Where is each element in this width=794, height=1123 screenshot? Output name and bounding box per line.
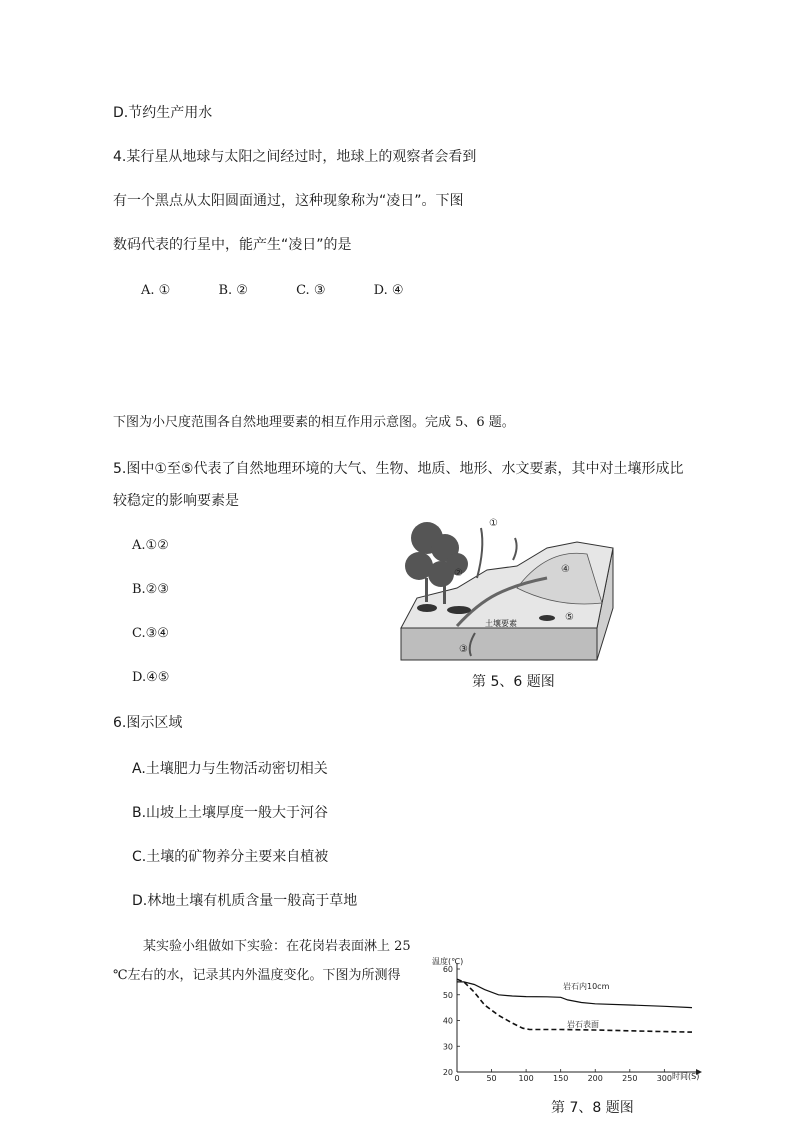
q5-option-c[interactable]: C.③④ xyxy=(132,626,169,641)
q5-stem-line1: 5.图中①至⑤代表了自然地理环境的大气、生物、地质、地形、水文要素，其中对土壤形成比 xyxy=(113,461,684,477)
label-5: ⑤ xyxy=(565,612,574,623)
q56-intro: 下图为小尺度范围各自然地理要素的相互作用示意图。完成 5、6 题。 xyxy=(113,415,515,430)
x-tick-label: 50 xyxy=(486,1074,497,1083)
q6-option-a[interactable]: A.土壤肥力与生物活动密切相关 xyxy=(132,761,328,777)
y-tick-label: 50 xyxy=(442,990,453,1000)
q4-option-b[interactable]: B. ② xyxy=(218,283,248,298)
block-front xyxy=(401,628,597,660)
x-tick-label: 300 xyxy=(656,1074,672,1083)
y-tick-label: 40 xyxy=(442,1016,453,1026)
q5-option-b[interactable]: B.②③ xyxy=(132,582,169,597)
prev-question-option-d: D.节约生产用水 xyxy=(113,105,213,121)
arrow-up xyxy=(477,528,482,578)
x-tick-label: 200 xyxy=(587,1074,603,1083)
q4-option-d[interactable]: D. ④ xyxy=(373,283,404,298)
series-label-rock-inside: 岩石内10cm xyxy=(563,982,610,991)
temperature-chart xyxy=(430,955,705,1085)
q5-stem-line2: 较稳定的影响要素是 xyxy=(113,493,239,509)
label-2: ② xyxy=(454,568,463,579)
q78-intro-line1: 某实验小组做如下实验：在花岗岩表面淋上 25 xyxy=(143,939,411,954)
q5-option-a[interactable]: A.①② xyxy=(132,538,169,553)
figure78-caption: 第 7、8 题图 xyxy=(551,1100,634,1116)
q4-options xyxy=(141,282,448,300)
q6-option-d[interactable]: D.林地土壤有机质含量一般高于草地 xyxy=(132,893,358,909)
x-axis-label: 时间(S) xyxy=(672,1072,700,1081)
q4-option-a[interactable]: A. ① xyxy=(141,283,171,298)
q4-stem-line3: 数码代表的行星中，能产生“凌日”的是 xyxy=(113,237,352,253)
y-axis-label: 温度(℃) xyxy=(432,957,464,966)
label-1: ① xyxy=(489,518,498,529)
x-tick-label: 100 xyxy=(518,1074,534,1083)
series-label-rock-surface: 岩石表面 xyxy=(567,1020,599,1029)
q6-option-b[interactable]: B.山坡上土壤厚度一般大于河谷 xyxy=(132,805,329,821)
q6-stem: 6.图示区域 xyxy=(113,715,183,731)
arrow-down xyxy=(513,538,517,560)
figure56-caption: 第 5、6 题图 xyxy=(472,674,555,690)
x-tick-label: 0 xyxy=(454,1074,460,1083)
q78-intro-line2: ℃左右的水，记录其内外温度变化。下图为所测得 xyxy=(113,968,401,983)
y-tick-label: 60 xyxy=(442,965,453,974)
q4-stem-line1: 4.某行星从地球与太阳之间经过时，地球上的观察者会看到 xyxy=(113,149,477,165)
soil-label: 土壤要素 xyxy=(485,619,517,628)
x-tick-label: 150 xyxy=(553,1074,569,1083)
q4-option-c[interactable]: C. ③ xyxy=(296,283,326,298)
y-tick-label: 30 xyxy=(442,1042,453,1052)
label-3: ③ xyxy=(459,644,468,655)
q4-stem-line2: 有一个黑点从太阳圆面通过，这种现象称为“凌日”。下图 xyxy=(113,193,464,209)
chart-axes xyxy=(457,963,702,1075)
q5-option-d[interactable]: D.④⑤ xyxy=(132,670,170,685)
landscape-figure xyxy=(397,508,619,662)
x-tick-label: 250 xyxy=(622,1074,638,1083)
chart-ticks xyxy=(443,965,672,1083)
y-tick-label: 20 xyxy=(442,1068,453,1077)
label-4: ④ xyxy=(561,564,570,575)
q6-option-c[interactable]: C.土壤的矿物养分主要来自植被 xyxy=(132,849,329,865)
